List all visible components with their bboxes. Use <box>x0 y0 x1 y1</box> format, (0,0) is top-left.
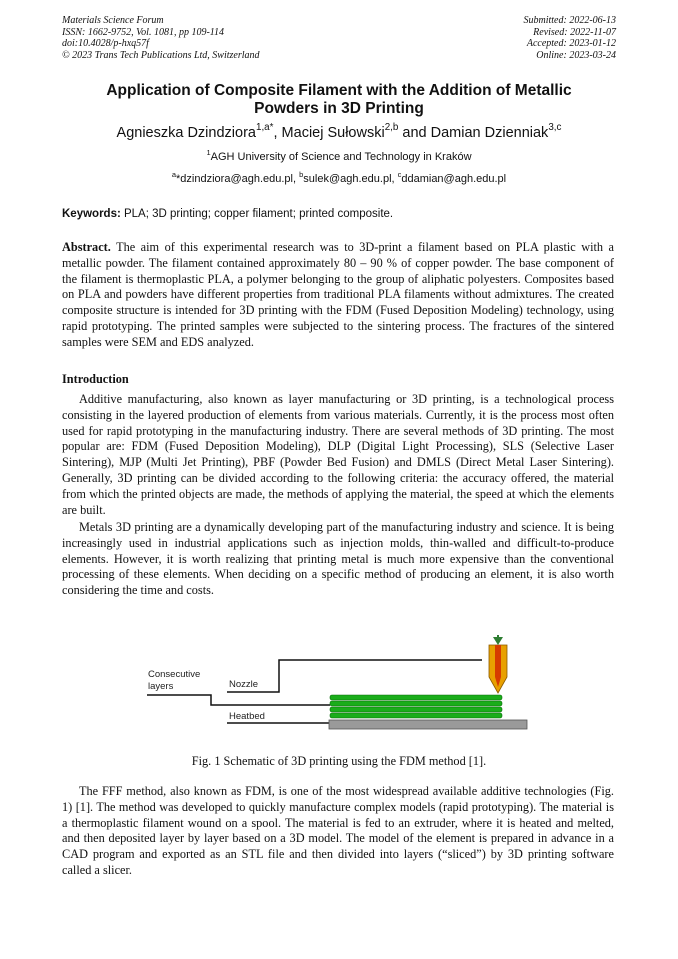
author-sep-1: , <box>273 125 282 141</box>
issn: ISSN: 1662-9752, Vol. 1081, pp 109-114 <box>62 26 225 38</box>
layers-leader-line <box>147 695 330 705</box>
keywords-label: Keywords: <box>62 208 121 220</box>
heatbed-plate <box>329 720 527 729</box>
intro-paragraph-3: The FFF method, also known as FDM, is one of the most widespread available additive technologies (Fig. 1) [1]. The method was developed to quickly manufacture complex models (rapid prototyping). The material is a thermoplastic filament wound on a spool. The material is fed to an extruder, where it is heated and melted, and then deposited layer by layer based on a 3D model. The model of the element is prepared in advance in a CAD program and exported as an STL file and then divided into layers (“sliced”) by 3D printing software called a slicer. <box>62 784 614 877</box>
affiliation <box>62 147 616 164</box>
email-3[interactable]: ddamian@agh.edu.pl <box>401 173 507 185</box>
label-consecutive-layers-line2: layers <box>148 681 174 692</box>
label-heatbed: Heatbed <box>229 711 265 722</box>
deposited-layers <box>330 695 502 718</box>
doi[interactable]: doi:10.4028/p-hxq57f <box>62 38 149 49</box>
email-1-sup: a <box>171 169 177 179</box>
author-3: Damian Dzienniak <box>430 125 549 141</box>
email-2-sup: b <box>299 169 304 179</box>
email-2[interactable]: sulek@agh.edu.pl, <box>303 173 398 185</box>
affiliation-text: AGH University of Science and Technology in Kraków <box>210 151 472 163</box>
label-consecutive-layers-line1: Consecutive <box>148 669 201 680</box>
title-line-1: Application of Composite Filament with the Addition of Metallic <box>106 82 572 99</box>
author-sep-2: and <box>398 125 431 141</box>
accepted-date: Accepted: 2023-01-12 <box>526 38 616 49</box>
author-2: Maciej Sułowski <box>281 125 385 141</box>
layer-3 <box>330 701 502 706</box>
keywords <box>62 207 616 221</box>
journal-header-right <box>524 15 617 61</box>
paper-title <box>62 82 616 118</box>
revised-date: Revised: 2022-11-07 <box>533 26 616 38</box>
author-1: Agnieszka Dzindziora <box>116 125 256 141</box>
email-3-sup: c <box>397 169 402 179</box>
abstract-text: The aim of this experimental research was to 3D-print a filament based on PLA plastic with a metallic powder. The filament contained approximately 80 – 90 % of copper powder. The base component of the filament is thermoplastic PLA, a polymer belonging to the group of aliphatic polyesters. Composites based on PLA and powders have different properties from traditional PLA filaments without admixtures. The created composite structure is intended for 3D printing with the FDM (Fused Deposition Modeling) technology, using rapid prototyping. The printed samples were subjected to the sintering process. The fractures of the sintered samples were SEM and EDS analyzed. <box>62 240 614 349</box>
abstract-label: Abstract. <box>62 240 111 254</box>
abstract <box>62 240 614 351</box>
label-nozzle: Nozzle <box>229 679 259 690</box>
journal-name: Materials Science Forum <box>62 15 164 26</box>
affiliation-sup: 1 <box>206 147 211 157</box>
author-list <box>62 124 616 142</box>
author-1-sup: 1,a* <box>255 122 274 134</box>
journal-header-left <box>62 15 260 61</box>
author-emails <box>62 169 616 186</box>
copyright: © 2023 Trans Tech Publications Ltd, Switzerland <box>62 49 260 61</box>
email-1[interactable]: *dzindziora@agh.edu.pl, <box>176 173 300 185</box>
intro-paragraph-1: Additive manufacturing, also known as layer manufacturing or 3D printing, is a technological process consisting in the layered production of elements from various materials. Currently, it is the process most often used for rapid prototyping in the manufacturing industry. There are several methods of 3D printing. The most popular are: FDM (Fused Deposition Modeling), DLP (Digital Light Processing), SLS (Selective Laser Sintering), MJP (Multi Jet Printing), PBF (Powder Bed Fusion) and DMLS (Direct Metal Laser Sintering). Generally, 3D printing can be divided according to the following criteria: the accuracy offered, the material from which the printed objects are made, the methods of applying the material, the speed at which the elements are built. <box>62 392 614 517</box>
online-date: Online: 2023-03-24 <box>536 49 616 61</box>
author-2-sup: 2,b <box>384 122 399 134</box>
section-heading-introduction: Introduction <box>62 372 129 386</box>
layer-1 <box>330 713 502 718</box>
keywords-text: PLA; 3D printing; copper filament; printed composite. <box>120 208 394 220</box>
filament-feed-arrow-head <box>493 637 503 645</box>
nozzle-leader-line <box>227 660 482 692</box>
intro-paragraph-2: Metals 3D printing are a dynamically developing part of the manufacturing industry and science. It is being increasingly used in industrial applications such as injection molds, thin-walled and difficult-to-produce elements. However, it is worth realizing that printing metal is much more expensive than the conventional processing of these elements. When deciding on a specific method of producing an element, it is also worth considering the time and costs. <box>62 520 614 598</box>
title-line-2: Powders in 3D Printing <box>254 100 424 117</box>
layer-2 <box>330 707 502 712</box>
figure-1-caption: Fig. 1 Schematic of 3D printing using the FDM method [1]. <box>191 754 487 768</box>
author-3-sup: 3,c <box>548 122 562 134</box>
submitted-date: Submitted: 2022-06-13 <box>523 15 616 26</box>
fdm-schematic-figure <box>145 635 535 735</box>
layer-4 <box>330 695 502 700</box>
